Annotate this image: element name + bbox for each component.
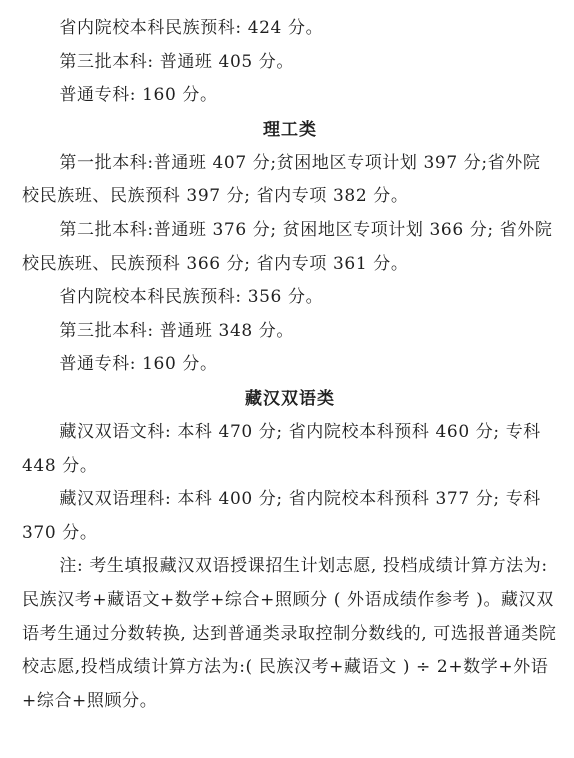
ligong-heading: 理工类 (263, 119, 317, 140)
zanghan-like-paragraph: 藏汉双语理科: 本科 400 分; 省内院校本科预科 377 分; 专科 370 分。 (22, 489, 541, 543)
ligong-second-batch-paragraph: 第二批本科:普通班 376 分; 贫困地区专项计划 366 分; 省外院校民族班、民族预科 366 分; 省内专项 361 分。 (22, 219, 553, 274)
wenshi-minzu-yuke-line: 省内院校本科民族预科: 424 分。 (59, 18, 324, 38)
zanghan-wenke-paragraph: 藏汉双语文科: 本科 470 分; 省内院校本科预科 460 分; 专科 448 分。 (22, 421, 541, 476)
wenshi-zhuanke-line: 普通专科: 160 分。 (59, 85, 218, 106)
ligong-first-batch-paragraph: 第一批本科:普通班 407 分;贫困地区专项计划 397 分;省外院校民族班、民族预科 397 分; 省内专项 382 分。 (22, 152, 541, 207)
zanghan-heading: 藏汉双语类 (245, 388, 335, 409)
ligong-third-batch-line: 第三批本科: 普通班 348 分。 (59, 320, 294, 341)
zanghan-note-paragraph: 注: 考生填报藏汉双语授课招生计划志愿, 投档成绩计算方法为: 民族汉考+藏语文+数学+综合+照顾分 ( 外语成绩作参考 )。藏汉双语考生通过分数转换, 达到普通类录取控制分数线的, 可选报普通类院校志愿,投档成绩计算方法为:( 民族汉考+藏语文 ) ÷ 2+数学+外语+综合+照顾分。 (22, 556, 557, 711)
ligong-zhuanke-line: 普通专科: 160 分。 (59, 354, 218, 375)
ligong-minzu-yuke-line: 省内院校本科民族预科: 356 分。 (59, 287, 324, 308)
wenshi-third-batch-line: 第三批本科: 普通班 405 分。 (59, 51, 294, 72)
